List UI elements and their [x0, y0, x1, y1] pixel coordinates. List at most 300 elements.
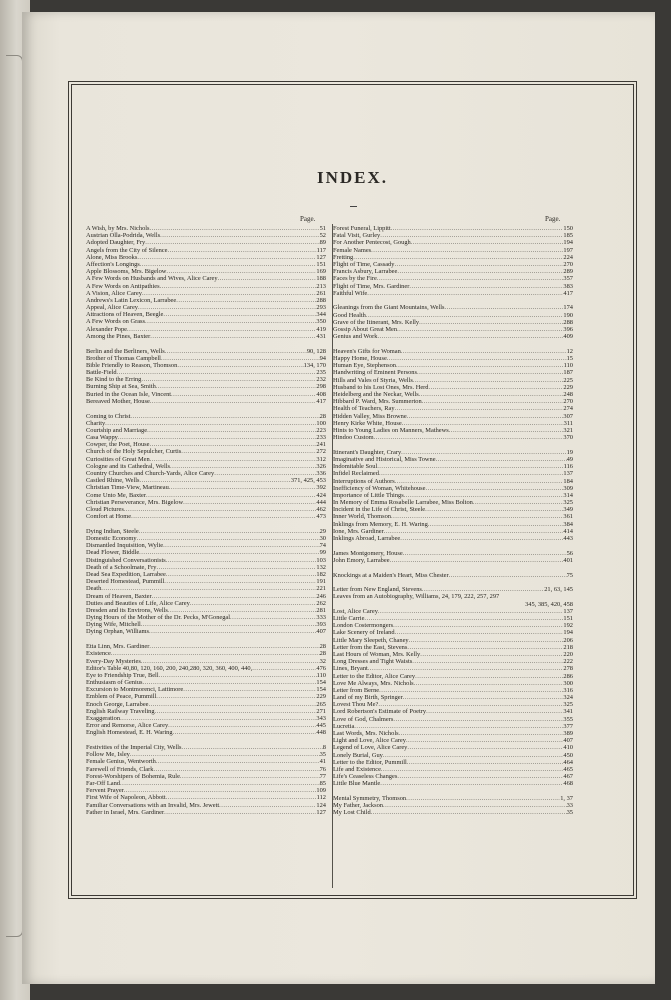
entry-page-number: 288 — [563, 318, 573, 326]
dot-leader — [156, 564, 316, 571]
entry-title: Indomitable Soul — [333, 463, 378, 471]
index-entry — [333, 225, 573, 232]
entry-title: Among the Pines, Baxter — [86, 332, 151, 340]
entry-title: Christian Time-View, Martineau — [86, 484, 169, 492]
entry-title: Dying Indian, Steele — [86, 527, 139, 535]
dot-leader — [407, 744, 563, 751]
entry-page-number: 350 — [316, 318, 326, 326]
index-entry — [86, 420, 326, 427]
index-entry — [86, 607, 326, 614]
entry-title: London Costermongers — [333, 622, 394, 630]
dot-leader — [414, 680, 564, 687]
index-entry — [333, 615, 573, 622]
index-entry — [86, 809, 326, 816]
entry-title: Francis Asbury, Larrabee — [333, 268, 398, 276]
entry-page-number: 464 — [563, 758, 573, 766]
dot-leader — [395, 629, 564, 636]
entry-page-number: 12 — [566, 347, 573, 355]
dot-leader — [124, 506, 317, 513]
index-entry — [333, 759, 573, 766]
dot-leader — [105, 420, 316, 427]
entry-title: Error and Remorse, Alice Carey — [86, 722, 169, 730]
entry-title: Life's Ceaseless Changes — [333, 773, 398, 781]
entry-title: Brother of Thomas Campbell — [86, 354, 161, 362]
dot-leader — [146, 492, 316, 499]
entry-page-number: 336 — [316, 470, 326, 477]
index-entry — [86, 499, 326, 506]
index-entry — [333, 644, 573, 651]
entry-page-number: 343 — [316, 715, 326, 722]
dot-leader — [429, 384, 564, 391]
index-section — [333, 572, 573, 579]
entry-page-number: 100 — [316, 419, 326, 427]
index-entry — [333, 268, 573, 275]
index-entry — [333, 391, 573, 398]
dot-leader — [218, 275, 317, 282]
dot-leader — [401, 449, 566, 456]
dot-leader — [379, 687, 563, 694]
dot-leader — [391, 513, 563, 520]
entry-title: Duties and Beauties of Life, Alice Carey — [86, 599, 190, 607]
dot-leader — [230, 614, 316, 621]
entry-page-number: 407 — [316, 628, 326, 636]
dot-leader — [177, 362, 303, 369]
dot-leader — [417, 369, 563, 376]
entry-title: In Memory of Emma Rosabelle Larrabee, Miss Bolton — [333, 499, 473, 507]
index-entry — [333, 362, 573, 369]
entry-page-number: 443 — [563, 535, 573, 542]
index-entry — [333, 665, 573, 672]
dot-leader — [190, 600, 317, 607]
dot-leader — [395, 405, 564, 412]
entry-title: Dying Wife, Mitchell — [86, 621, 141, 629]
entry-page-number: 222 — [563, 658, 573, 666]
entry-title: Eye to Friendship True, Bell — [86, 671, 159, 679]
dot-leader — [353, 254, 563, 261]
entry-title: Distinguished Conversationists — [86, 556, 166, 564]
entry-page-number: 223 — [316, 426, 326, 434]
entry-title: Coming to Christ — [86, 412, 131, 420]
index-entry — [86, 802, 326, 809]
entry-title: Letter to the Editor, Alice Carey — [333, 672, 416, 680]
entry-page-number: 182 — [316, 570, 326, 578]
index-entry — [86, 348, 326, 355]
dot-leader — [393, 622, 563, 629]
entry-title: Infidel Reclaimed — [333, 470, 379, 478]
left-column-page-label: Page. — [300, 215, 316, 223]
dot-leader — [183, 499, 316, 506]
entry-title: Interruptions of Authors — [333, 477, 395, 485]
entry-page-number: 417 — [316, 397, 326, 405]
index-entry — [86, 578, 326, 585]
dot-leader — [183, 686, 316, 693]
index-section — [86, 413, 326, 521]
index-entry — [333, 434, 573, 441]
index-entry — [333, 637, 573, 644]
index-entry — [333, 312, 573, 319]
index-entry — [86, 506, 326, 513]
index-entry — [86, 701, 326, 708]
dot-leader — [140, 477, 291, 484]
dot-leader — [409, 283, 563, 290]
dot-leader — [163, 311, 316, 318]
dot-leader — [371, 247, 563, 254]
index-entry — [86, 261, 326, 268]
entry-title: Lines, Bryant — [333, 665, 368, 673]
dot-leader — [127, 326, 316, 333]
dot-leader — [406, 737, 563, 744]
index-entry — [86, 658, 326, 665]
index-section — [333, 586, 573, 787]
entry-title: Courtship and Marriage — [86, 426, 148, 434]
entry-title: A Vision, Alice Carey — [86, 289, 142, 297]
index-entry — [333, 780, 573, 787]
page-title: INDEX. — [316, 168, 389, 187]
dot-leader — [383, 802, 567, 809]
dot-leader — [139, 528, 320, 535]
dot-leader — [436, 456, 567, 463]
entry-page-number: 235 — [316, 369, 326, 377]
entry-page-number: 51 — [319, 225, 326, 232]
index-entry — [86, 614, 326, 621]
entry-page-number: 127 — [316, 808, 326, 816]
entry-title: Andrews's Latin Lexicon, Larrabee — [86, 296, 177, 304]
entry-page-number: 314 — [563, 491, 573, 499]
right-index-column — [333, 225, 573, 824]
entry-title: Letter from the East, Stevens — [333, 643, 408, 651]
entry-title: Lovest Thou Me? — [333, 701, 379, 709]
entry-page-number: 233 — [316, 434, 326, 442]
entry-page-number: 41 — [319, 758, 326, 766]
entry-page-number: 150 — [563, 225, 573, 232]
dot-leader — [401, 348, 567, 355]
entry-page-number: 281 — [316, 606, 326, 614]
dot-leader — [168, 722, 316, 729]
entry-page-number: 137 — [563, 607, 573, 615]
entry-page-number: 270 — [563, 398, 573, 406]
dot-leader — [393, 716, 563, 723]
entry-page-number: 262 — [316, 599, 326, 607]
dot-leader — [214, 470, 316, 477]
entry-page-number: 409 — [563, 333, 573, 341]
entry-title: English Homestead, E. H. Waring — [86, 729, 173, 737]
dot-leader — [159, 672, 317, 679]
entry-page-number: 206 — [563, 636, 573, 644]
entry-title: Buried in the Ocean Isle, Vincent — [86, 390, 172, 398]
entry-page-number: 28 — [319, 412, 326, 420]
index-entry — [86, 650, 326, 657]
dot-leader — [399, 730, 564, 737]
left-page-inner-edge — [6, 55, 23, 937]
index-entry — [333, 492, 573, 499]
entry-title: Faithful Wife — [333, 289, 368, 297]
index-section — [86, 528, 326, 636]
dot-leader — [141, 621, 317, 628]
dot-leader — [142, 679, 316, 686]
dot-leader — [394, 261, 563, 268]
entry-title: Long Dresses and Tight Waists — [333, 658, 413, 666]
entry-title: Death of a Schoolmate, Fry — [86, 563, 157, 571]
entry-page-number: 468 — [563, 780, 573, 788]
entry-title: Last Words, Mrs. Nichols — [333, 730, 399, 737]
entry-title: Father in Israel, Mrs. Gardiner — [86, 808, 165, 816]
entry-page-number: 15 — [566, 355, 573, 362]
entry-title: For Another Pentecost, Gough — [333, 239, 411, 247]
entry-title: Lost, Alice Carey — [333, 607, 378, 615]
index-entry — [333, 795, 573, 802]
entry-title: Mental Symmetry, Thomson — [333, 795, 407, 802]
dot-leader — [425, 506, 563, 513]
dot-leader — [130, 413, 319, 420]
entry-page-number: 225 — [563, 376, 573, 384]
index-entry — [86, 686, 326, 693]
entry-title: Land of my Birth, Springer — [333, 694, 403, 702]
index-entry — [333, 420, 573, 427]
entry-title: Hibbard P. Ward, Mrs. Summerton — [333, 398, 422, 406]
index-entry — [86, 528, 326, 535]
index-entry — [86, 318, 326, 325]
entry-title: Legend of Love, Alice Carey — [333, 744, 408, 752]
entry-page-number: 220 — [563, 650, 573, 658]
dot-leader — [160, 283, 317, 290]
index-entry — [86, 247, 326, 254]
entry-title: Adopted Daughter, Fry — [86, 239, 146, 247]
entry-page-number: 248 — [563, 390, 573, 398]
entry-title: Dresden and its Environs, Wells — [86, 606, 168, 614]
entry-title: Little Blue Mantle — [333, 780, 381, 788]
dot-leader — [390, 557, 564, 564]
entry-title: A Few Words on Antipathies — [86, 282, 160, 290]
entry-page-number: 408 — [316, 390, 326, 398]
dot-leader — [411, 239, 564, 246]
entry-title: Dying Hours of the Mother of the Dr. Pecks, M'Gonegal — [86, 614, 231, 622]
entry-title: A Wish, by Mrs. Nichols — [86, 225, 150, 232]
index-entry — [86, 729, 326, 736]
dot-leader — [168, 607, 317, 614]
dot-leader — [219, 802, 316, 809]
index-entry — [333, 658, 573, 665]
right-column-page-label: Page. — [545, 215, 561, 223]
entry-page-number: 194 — [563, 239, 573, 247]
index-entry — [333, 304, 573, 311]
index-entry — [86, 744, 326, 751]
index-entry — [86, 290, 326, 297]
dot-leader — [150, 333, 316, 340]
entry-title: Henry Kirke White, House — [333, 419, 402, 427]
entry-title: Battle-Field — [86, 369, 117, 377]
entry-title: Heidelberg and the Neckar, Wells — [333, 390, 419, 398]
entry-page-number: 325 — [563, 701, 573, 709]
entry-page-number: 407 — [563, 737, 573, 745]
index-entry — [333, 254, 573, 261]
entry-title: Gleanings from the Giant Mountains, Wells — [333, 304, 445, 312]
index-entry — [86, 535, 326, 542]
dot-leader — [413, 377, 564, 384]
entry-title: Christian Perseverance, Mrs. Bigelow — [86, 498, 184, 506]
entry-page-number: 75 — [566, 571, 573, 579]
dot-leader — [383, 752, 564, 759]
entry-title: Love Me Always, Mrs. Nichols — [333, 679, 414, 687]
entry-page-number: 467 — [563, 773, 573, 781]
entry-page-number: 151 — [316, 260, 326, 268]
dot-leader — [150, 456, 317, 463]
entry-title: Flight of Time, Mrs. Gardiner — [333, 282, 410, 290]
entry-page-number: 188 — [316, 275, 326, 283]
dot-leader — [166, 268, 316, 275]
title-rule — [350, 206, 357, 207]
entry-page-number: 154 — [316, 679, 326, 687]
entry-title: Letter from New England, Stevens — [333, 586, 422, 594]
entry-title: Lord Robertson's Estimate of Poetry — [333, 708, 427, 716]
entry-title: Lucretia — [333, 722, 355, 730]
dot-leader — [149, 441, 316, 448]
dot-leader — [397, 268, 563, 275]
entry-title: Human Eye, Stephenson — [333, 362, 397, 370]
entry-title: Lonely Burial, Guy — [333, 751, 383, 759]
entry-page-number: 110 — [316, 671, 326, 679]
dot-leader — [406, 795, 560, 802]
dot-leader — [152, 593, 317, 600]
index-entry — [333, 275, 573, 282]
dot-leader — [371, 809, 567, 816]
dot-leader — [395, 478, 564, 485]
dot-leader — [412, 658, 563, 665]
entry-title: A Few Words on Husbands and Wives, Alice Carey — [86, 275, 218, 283]
entry-page-number: 132 — [316, 563, 326, 571]
index-entry — [86, 766, 326, 773]
index-entry — [86, 304, 326, 311]
dot-leader — [149, 628, 316, 635]
entry-title: Hindoo Custom — [333, 434, 374, 442]
entry-page-number: 28 — [319, 643, 326, 651]
entry-title: Inklings from Memory, E. H. Waring — [333, 520, 428, 528]
entry-page-number: 52 — [319, 232, 326, 240]
entry-title: Angels from the City of Silence — [86, 246, 168, 254]
dot-leader — [419, 391, 564, 398]
entry-page-number: 8 — [322, 744, 326, 752]
dot-leader — [156, 693, 316, 700]
entry-title: Enoch George, Larrabee — [86, 700, 149, 708]
index-entry — [86, 780, 326, 787]
dot-leader — [166, 571, 317, 578]
index-entry — [333, 377, 573, 384]
dot-leader — [419, 319, 563, 326]
index-entry — [86, 484, 326, 491]
dot-leader — [387, 355, 567, 362]
index-entry — [86, 456, 326, 463]
entry-page-number: 333 — [316, 614, 326, 622]
entry-title: My Father, Jackson — [333, 802, 383, 810]
dot-leader — [164, 578, 316, 585]
entry-title: Appeal, Alice Carey — [86, 304, 138, 312]
entry-page-number: 261 — [316, 289, 326, 297]
index-entry — [333, 730, 573, 737]
index-section — [86, 225, 326, 340]
entry-page-number: 232 — [316, 376, 326, 384]
entry-page-number: 341 — [563, 708, 573, 716]
dot-leader — [166, 557, 317, 564]
entry-title: Inefficiency of Woman, Whitehouse — [333, 484, 426, 492]
entry-page-continuation: 345, 385, 420, 458 — [525, 600, 573, 608]
dot-leader — [138, 304, 316, 311]
entry-page-number: 278 — [563, 665, 573, 673]
dot-leader — [142, 290, 316, 297]
index-entry — [333, 427, 573, 434]
entry-title: Castled Rhine, Wells — [86, 477, 140, 485]
index-entry — [86, 413, 326, 420]
entry-title: Dream of Heaven, Baxter — [86, 592, 152, 600]
index-entry — [333, 744, 573, 751]
entry-page-number: 325 — [563, 499, 573, 507]
entry-page-number: 77 — [319, 772, 326, 780]
index-entry — [333, 239, 573, 246]
dot-leader — [403, 550, 567, 557]
entry-title: Come Unto Me, Baxter — [86, 491, 146, 499]
index-entry — [333, 405, 573, 412]
index-entry — [86, 434, 326, 441]
index-section — [333, 795, 573, 817]
index-entry — [86, 564, 326, 571]
entry-title: Charity — [86, 419, 106, 427]
dot-leader — [381, 766, 563, 773]
index-entry — [333, 333, 573, 340]
dot-leader — [404, 492, 564, 499]
entry-title: Curiosities of Great Men — [86, 455, 150, 463]
dot-leader — [425, 485, 563, 492]
entry-title: Good Health — [333, 311, 366, 319]
entry-title: Alone, Miss Brooks — [86, 253, 138, 261]
entry-title: Hidden Valley, Miss Browne — [333, 412, 407, 420]
dot-leader — [407, 759, 564, 766]
entry-title: Enthusiasm of Genius — [86, 679, 143, 687]
dot-leader — [379, 470, 563, 477]
index-entry — [333, 398, 573, 405]
index-entry — [86, 333, 326, 340]
entry-page-number: 324 — [563, 694, 573, 702]
index-entry — [86, 600, 326, 607]
entry-page-number: 184 — [563, 477, 573, 485]
entry-page-number: 19 — [566, 448, 573, 456]
entry-title: Bereaved Mother, House — [86, 397, 150, 405]
dot-leader — [156, 383, 317, 390]
entry-page-number: 85 — [319, 780, 326, 787]
dot-leader — [169, 484, 317, 491]
index-entry — [86, 326, 326, 333]
index-section — [333, 348, 573, 441]
entry-title: Every-Day Mysteries — [86, 657, 141, 665]
entry-page-number: 35 — [319, 751, 326, 759]
entry-title: James Montgomery, House — [333, 549, 403, 557]
entry-page-number: 90, 128 — [306, 347, 326, 355]
entry-title: Forest-Worshipers of Bohemia, Rule — [86, 772, 180, 780]
entry-page-number: 221 — [316, 585, 326, 593]
index-section — [86, 643, 326, 736]
entry-page-number: 32 — [319, 657, 326, 665]
index-entry — [86, 239, 326, 246]
entry-page-number: 174 — [563, 304, 573, 312]
index-entry — [86, 477, 326, 484]
entry-page-number: 289 — [563, 268, 573, 276]
entry-page-number: 307 — [563, 412, 573, 420]
entry-page-number: 117 — [316, 246, 326, 254]
dot-leader — [378, 608, 564, 615]
entry-title: Dying Orphan, Williams — [86, 628, 149, 636]
dot-leader — [141, 658, 320, 665]
dot-leader — [166, 794, 317, 801]
index-entry — [86, 470, 326, 477]
index-entry — [86, 275, 326, 282]
entry-page-number: 33 — [566, 802, 573, 810]
